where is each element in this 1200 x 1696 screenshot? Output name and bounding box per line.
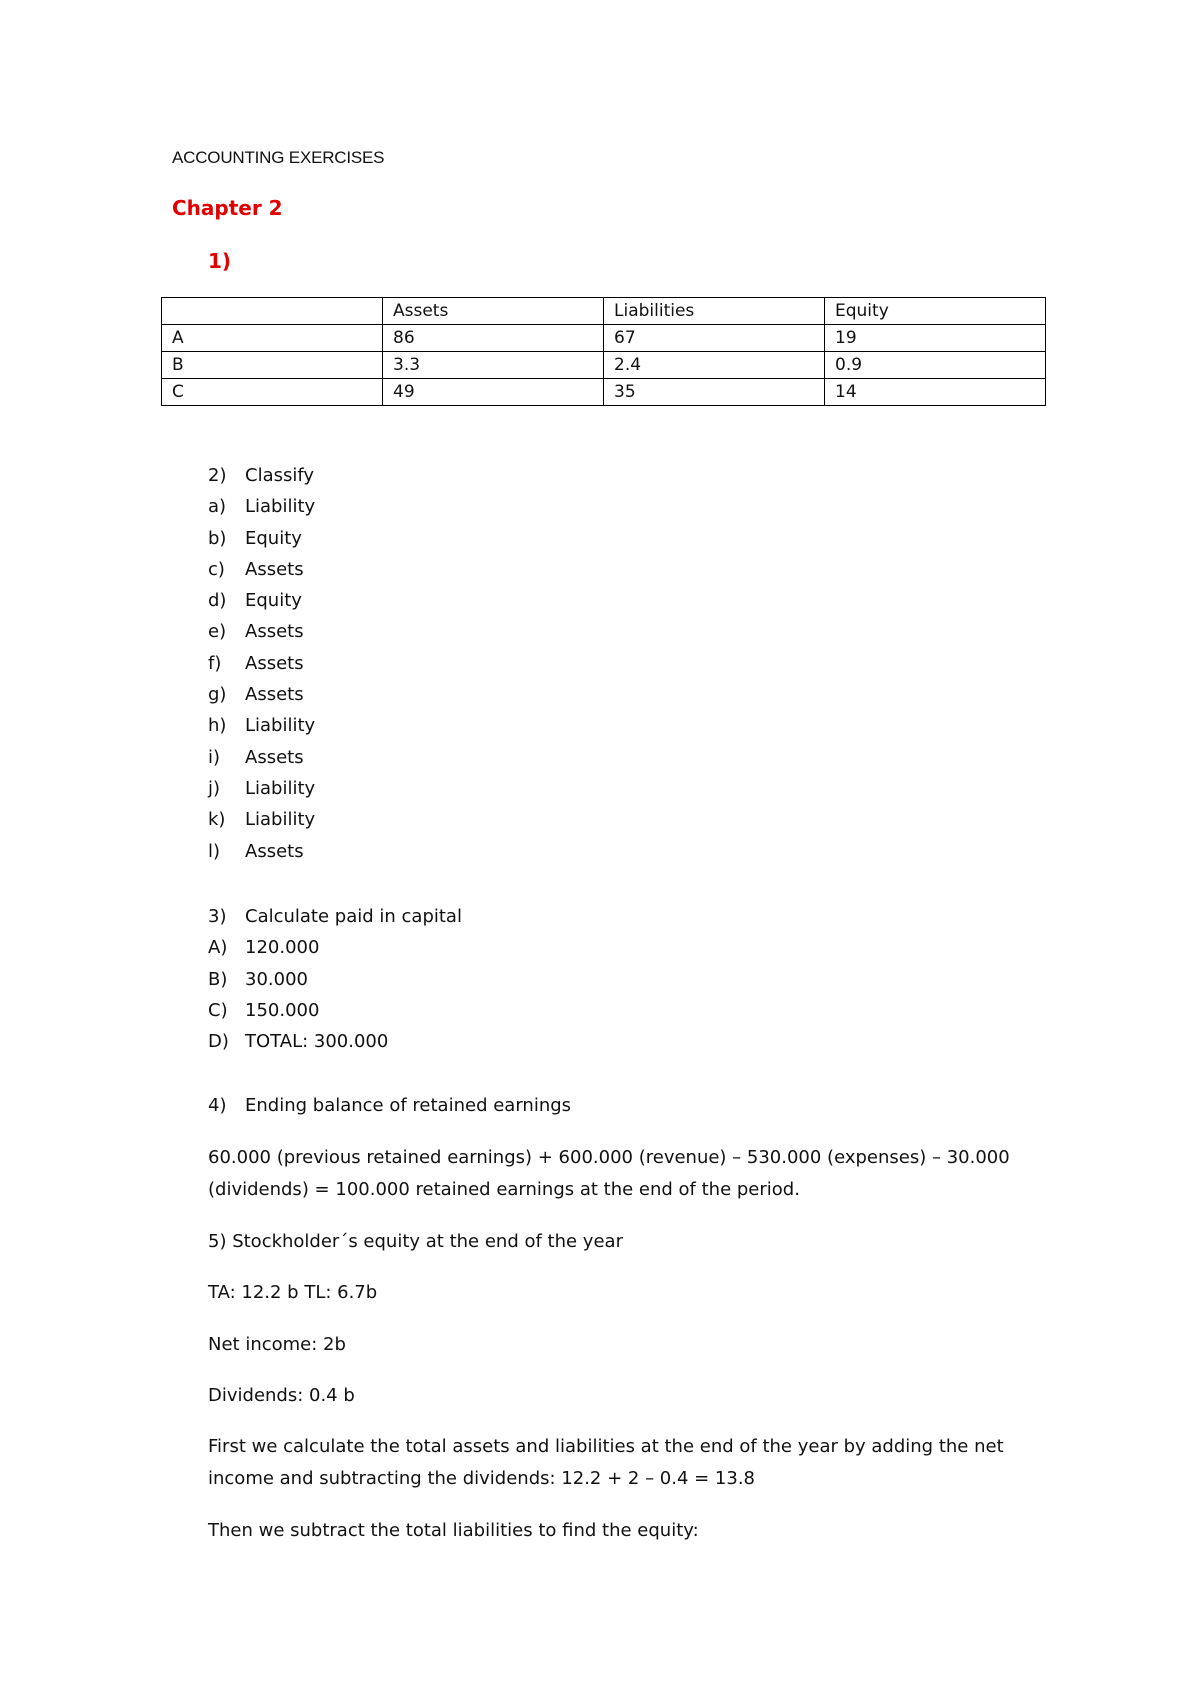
list-item — [208, 1090, 571, 1121]
table-cell: 3.3 — [383, 352, 604, 379]
list-item — [208, 901, 462, 932]
list-item — [208, 679, 315, 710]
table-cell: 86 — [383, 325, 604, 352]
table-cell: A — [162, 325, 383, 352]
table-cell: Assets — [383, 298, 604, 325]
table-cell: 14 — [825, 379, 1046, 406]
question-5-given-totals: TA: 12.2 b TL: 6.7b — [208, 1282, 378, 1303]
question-2-list — [208, 460, 315, 867]
table-cell: B — [162, 352, 383, 379]
list-marker: A) — [208, 937, 228, 959]
table-row — [162, 379, 1046, 406]
table-cell: Liabilities — [604, 298, 825, 325]
list-marker: 3) — [208, 906, 227, 927]
list-text: 120.000 — [245, 937, 320, 959]
list-item — [208, 554, 315, 585]
list-text: Assets — [245, 840, 304, 862]
list-marker: 4) — [208, 1095, 227, 1116]
table-cell: C — [162, 379, 383, 406]
list-item — [208, 1026, 462, 1057]
list-text: Liability — [245, 715, 316, 737]
table-row — [162, 352, 1046, 379]
list-marker: e) — [208, 621, 227, 643]
balance-table — [161, 297, 1046, 406]
list-text: Calculate paid in capital — [245, 906, 462, 927]
list-text: Liability — [245, 809, 316, 831]
table-cell: 0.9 — [825, 352, 1046, 379]
document-title: ACCOUNTING EXERCISES — [172, 148, 385, 167]
list-marker: j) — [208, 777, 221, 799]
question-5-net-income: Net income: 2b — [208, 1334, 346, 1355]
list-text: Ending balance of retained earnings — [245, 1095, 572, 1116]
list-marker: c) — [208, 558, 225, 580]
list-marker: h) — [208, 715, 227, 737]
table-cell: 67 — [604, 325, 825, 352]
list-item — [208, 964, 462, 995]
list-item — [208, 773, 315, 804]
table-row — [162, 325, 1046, 352]
list-item — [208, 804, 315, 835]
question-5-heading: 5) Stockholder´s equity at the end of the year — [208, 1231, 623, 1252]
table-cell: Equity — [825, 298, 1046, 325]
list-item — [208, 460, 315, 491]
list-text: Assets — [245, 746, 304, 768]
question-5-dividends: Dividends: 0.4 b — [208, 1385, 355, 1406]
list-item — [208, 616, 315, 647]
list-item — [208, 491, 315, 522]
table-header-row — [162, 298, 1046, 325]
question-3-list — [208, 901, 462, 1057]
list-text: Liability — [245, 496, 316, 518]
list-marker: b) — [208, 527, 227, 549]
list-item — [208, 648, 315, 679]
list-text: TOTAL: 300.000 — [245, 1031, 389, 1053]
list-marker: C) — [208, 999, 228, 1021]
question-5-step-1: First we calculate the total assets and liabilities at the end of the year by adding the net income and subtracting the dividends: 12.2 + 2 – 0.4 = 13.8 — [208, 1436, 1004, 1489]
list-marker: i) — [208, 746, 221, 768]
list-text: Assets — [245, 621, 304, 643]
table-cell: 19 — [825, 325, 1046, 352]
chapter-heading: Chapter 2 — [172, 196, 283, 220]
list-item — [208, 742, 315, 773]
list-text: Liability — [245, 777, 316, 799]
list-text: Equity — [245, 590, 302, 612]
list-text: Assets — [245, 652, 304, 674]
list-item — [208, 836, 315, 867]
list-marker: k) — [208, 809, 226, 831]
list-marker: D) — [208, 1031, 229, 1053]
list-marker: d) — [208, 590, 227, 612]
list-marker: 2) — [208, 465, 227, 486]
list-text: Classify — [245, 465, 315, 486]
list-item — [208, 523, 315, 554]
table-cell: 35 — [604, 379, 825, 406]
list-item — [208, 995, 462, 1026]
list-text: 30.000 — [245, 968, 308, 990]
list-marker: a) — [208, 496, 227, 518]
table-cell: 2.4 — [604, 352, 825, 379]
table-cell: 49 — [383, 379, 604, 406]
question-4-heading — [208, 1090, 571, 1121]
list-text: Assets — [245, 684, 304, 706]
list-marker: g) — [208, 684, 227, 706]
list-item — [208, 585, 315, 616]
question-5-step-2: Then we subtract the total liabilities to find the equity: — [208, 1520, 699, 1541]
list-marker: f) — [208, 652, 222, 674]
question-1-label: 1) — [208, 249, 232, 273]
list-item — [208, 710, 315, 741]
list-marker: B) — [208, 968, 228, 990]
list-marker: l) — [208, 840, 221, 862]
list-text: Assets — [245, 558, 304, 580]
table-cell — [162, 298, 383, 325]
list-text: Equity — [245, 527, 302, 549]
question-4-answer: 60.000 (previous retained earnings) + 600.000 (revenue) – 530.000 (expenses) – 30.000 (dividends) = 100.000 retained earnings at the end of the period. — [208, 1147, 1010, 1200]
list-item — [208, 932, 462, 963]
list-text: 150.000 — [245, 999, 320, 1021]
